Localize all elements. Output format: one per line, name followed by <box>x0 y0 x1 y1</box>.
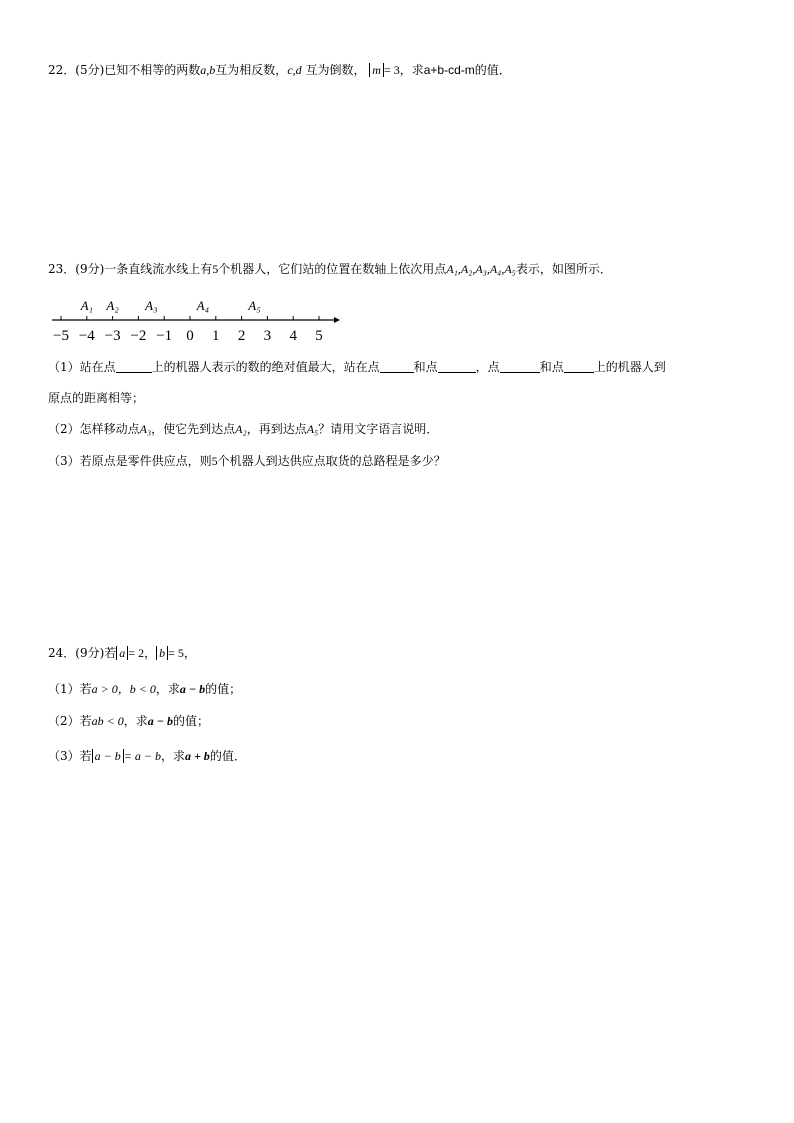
part-text: 的值； <box>173 714 210 728</box>
answer-blank[interactable] <box>116 360 152 373</box>
number-line-figure <box>48 292 348 348</box>
math-eq: = 5， <box>168 646 196 660</box>
tick-label: 0 <box>186 328 194 344</box>
question-text: 表示，如图所示． <box>515 262 612 276</box>
part-text: （2）怎样移动点 <box>48 422 140 436</box>
axis-arrow <box>334 317 340 323</box>
question-text: 若 <box>104 646 117 660</box>
tick-label: 2 <box>237 328 246 344</box>
tick-label: −3 <box>104 328 121 344</box>
math-five: 5 <box>212 262 219 276</box>
question-number: 23． <box>48 262 76 276</box>
question-score: (9分) <box>75 262 105 276</box>
question-24 <box>48 645 196 661</box>
part-text: 和点 <box>539 360 564 374</box>
math-ab: a,b <box>200 63 216 77</box>
q24-part1 <box>48 681 241 697</box>
q23-part2 <box>48 421 438 437</box>
question-22 <box>48 62 511 78</box>
math-point: A₃ <box>139 422 152 436</box>
math-expression: a − b <box>94 749 121 763</box>
question-number: 22． <box>48 63 76 77</box>
part-text: ？请用文字语言说明． <box>318 422 439 436</box>
question-text: 互为相反数， <box>215 63 288 77</box>
abs-m <box>369 63 384 77</box>
point-label: A₅ <box>248 298 261 313</box>
math-point: A₅ <box>306 422 319 436</box>
part-text: （3）若原点是零件供应点，则 <box>48 454 212 468</box>
q24-part2 <box>48 713 209 729</box>
part-text: （2）若 <box>48 714 92 728</box>
part-text: 和点 <box>413 360 438 374</box>
part-text: （1）若 <box>48 682 92 696</box>
question-text: ，求a+b-cd-m的值． <box>399 63 511 77</box>
math-five: 5 <box>211 454 218 468</box>
tick-label-group <box>53 328 323 344</box>
part-text: ，使它先到达点 <box>151 422 236 436</box>
tick-label: −4 <box>78 328 95 344</box>
question-score: (9分) <box>75 646 105 660</box>
point-label: A₂ <box>106 298 119 313</box>
point-label: A₁ <box>80 298 94 313</box>
part-text: ，求 <box>123 714 148 728</box>
math-eq: = 3 <box>383 63 400 77</box>
tick-label: −5 <box>53 328 69 344</box>
question-score: (5分) <box>75 63 105 77</box>
part-text: （3）若 <box>48 749 92 763</box>
question-text: 已知不相等的两数 <box>104 63 201 77</box>
math-a: a <box>119 646 126 660</box>
part-text: 上的机器人到 <box>593 360 666 374</box>
question-text: 互为倒数， <box>301 63 366 77</box>
point-label: A₄ <box>196 298 210 313</box>
math-eq: = a − b <box>123 749 161 763</box>
question-23 <box>48 261 612 277</box>
math-condition: a > 0，b < 0 <box>91 682 156 696</box>
part-text: ，再到达点 <box>246 422 307 436</box>
abs-b <box>156 646 168 660</box>
math-b: b <box>159 646 166 660</box>
part-text: ，求 <box>160 749 185 763</box>
math-condition: ab < 0 <box>91 714 124 728</box>
abs-a <box>116 646 128 660</box>
answer-blank[interactable] <box>380 360 414 373</box>
math-eq: = 2， <box>128 646 157 660</box>
point-label: A₃ <box>145 298 158 313</box>
tick-label: 5 <box>315 328 323 344</box>
q23-part1-line1 <box>48 359 666 375</box>
part-text: 个机器人到达供应点取货的总路程是多少？ <box>217 454 446 468</box>
tick-label: 4 <box>289 328 297 344</box>
answer-blank[interactable] <box>564 360 594 373</box>
question-text: 一条直线流水线上有 <box>104 262 213 276</box>
part-text: 上的机器人表示的数的绝对值最大，站在点 <box>151 360 380 374</box>
part-text: ，点 <box>475 360 500 374</box>
math-expression: a − b <box>179 682 206 696</box>
point-label-group <box>80 298 261 313</box>
q24-part3 <box>48 748 246 764</box>
tick-label: 3 <box>263 328 272 344</box>
math-cd: c,d <box>287 63 302 77</box>
math-m: m <box>372 63 381 77</box>
part-text: （1）站在点 <box>48 360 116 374</box>
answer-blank[interactable] <box>500 360 540 373</box>
question-number: 24． <box>48 646 76 660</box>
q23-part3 <box>48 453 446 469</box>
math-expression: a − b <box>147 714 174 728</box>
math-point: A₂ <box>235 422 247 436</box>
math-points: A₁,A₂,A₃,A₄,A₅ <box>446 262 516 276</box>
part-text: 的值． <box>209 749 246 763</box>
math-expression: a + b <box>184 749 210 763</box>
answer-blank[interactable] <box>438 360 476 373</box>
tick-label: −1 <box>156 328 173 344</box>
q23-part1-line2 <box>48 390 144 406</box>
part-text: 原点的距离相等； <box>48 391 145 405</box>
part-text: 的值； <box>205 682 242 696</box>
tick-label: 1 <box>212 328 220 344</box>
question-text: 个机器人，它们站的位置在数轴上依次用点 <box>218 262 447 276</box>
abs-a-minus-b <box>92 749 124 763</box>
part-text: ，求 <box>155 682 180 696</box>
tick-label: −2 <box>130 328 147 344</box>
